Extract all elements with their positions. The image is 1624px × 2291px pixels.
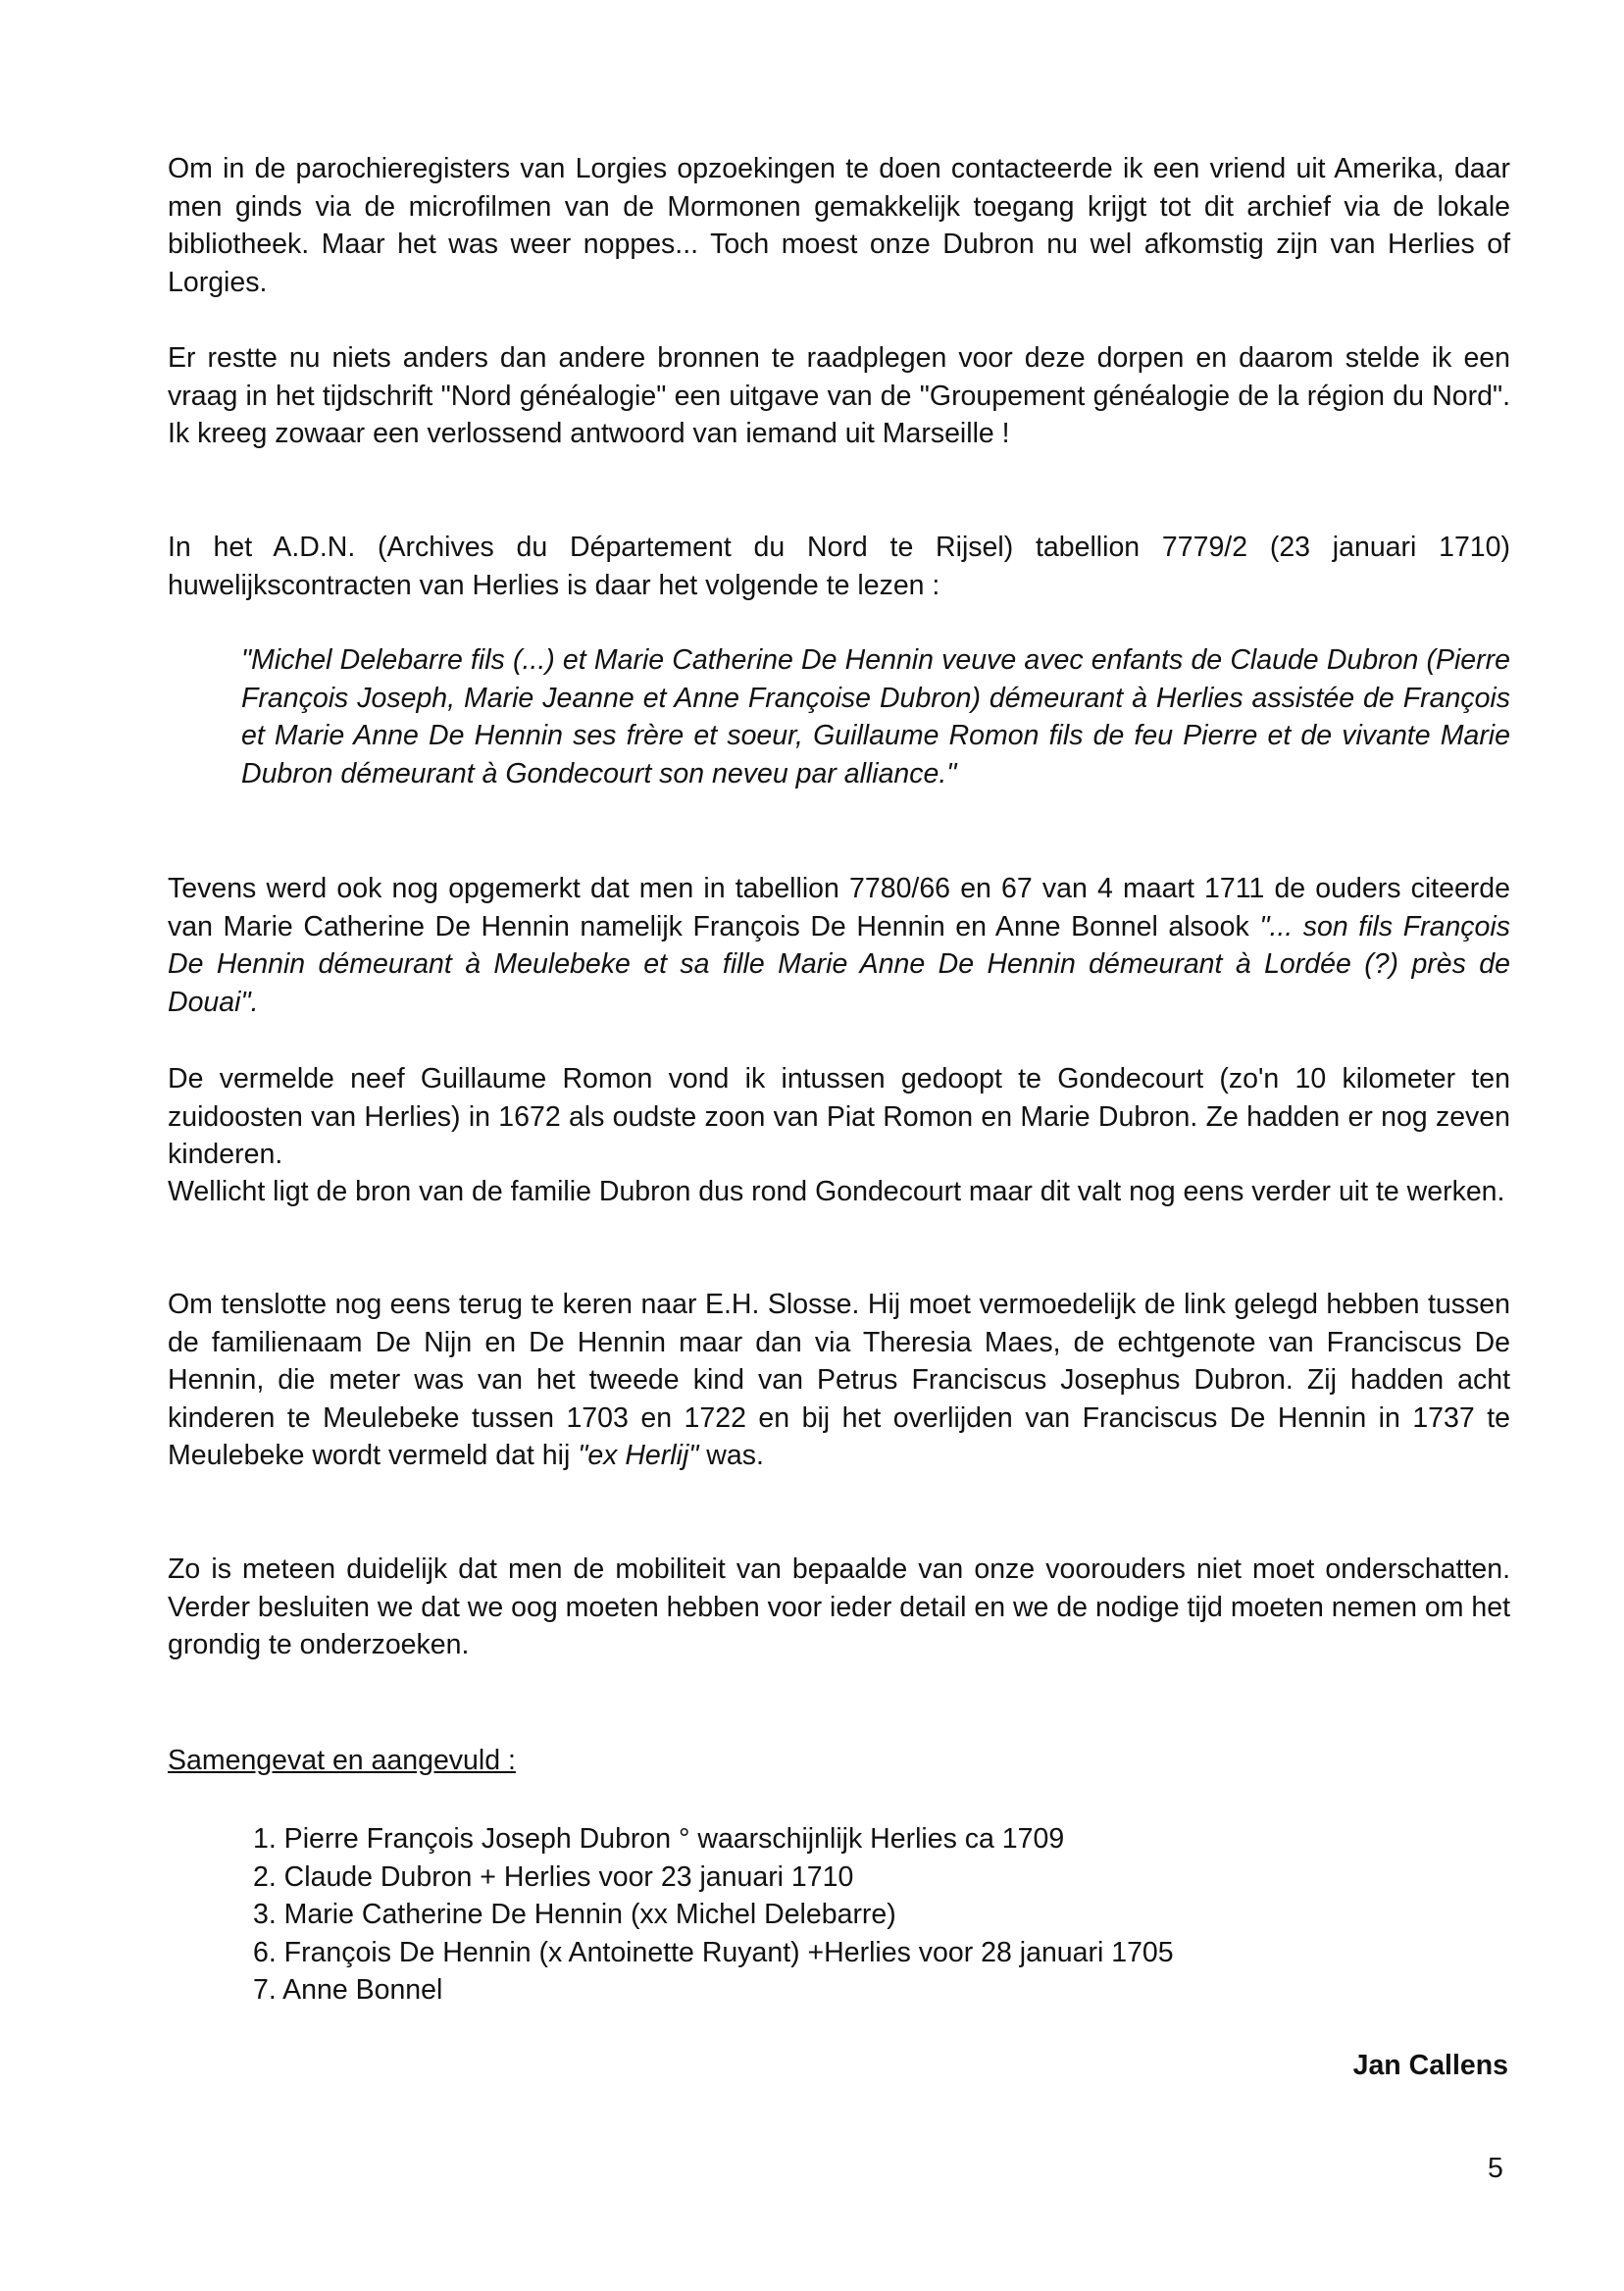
quote-marriage-contract: "Michel Delebarre fils (...) et Marie Catherine De Hennin veuve avec enfants de Claude Dubron (Pierre François Joseph, Marie Jeanne et Anne Françoise Dubron) démeurant à Herlies assistée de François et Marie Anne De Hennin ses frère et soeur, Guillaume Romon fils de feu Pierre et de vivante Marie Dubron démeurant à Gondecourt son neveu par alliance." [241, 644, 1510, 789]
paragraph-adn-tabellion: In het A.D.N. (Archives du Département du Nord te Rijsel) tabellion 7779/2 (23 januari 1710) huwelijkscontracten van Herlies is daar het volgende te lezen : [168, 532, 1510, 601]
summary-heading: Samengevat en aangevuld : [168, 1745, 516, 1776]
list-item: 7. Anne Bonnel [253, 1974, 443, 2006]
list-item: 2. Claude Dubron + Herlies voor 23 januari 1710 [253, 1860, 854, 1893]
paragraph-slosse-end: was. [698, 1440, 764, 1471]
paragraph-slosse-text: Om tenslotte nog eens terug te keren naar E.H. Slosse. Hij moet vermoedelijk de link gelegd hebben tussen de familienaam De Nijn en De Hennin maar dan via Theresia Maes, de echtgenote van Franciscus De Hennin, die meter was van het tweede kind van Petrus Franciscus Josephus Dubron. Zij hadden acht kinderen te Meulebeke tussen 1703 en 1722 en bij het overlijden van Franciscus De Hennin in 1737 te Meulebeke wordt vermeld dat hij [168, 1289, 1510, 1471]
paragraph-guillaume-romon: De vermelde neef Guillaume Romon vond ik intussen gedoopt te Gondecourt (zo'n 10 kilometer ten zuidoosten van Herlies) in 1672 als oudste zoon van Piat Romon en Marie Dubron. Ze hadden er nog zeven kinderen. [168, 1063, 1510, 1170]
paragraph-gondecourt-source: Wellicht ligt de bron van de familie Dubron dus rond Gondecourt maar dit valt nog eens verder uit te werken. [168, 1176, 1505, 1207]
list-item: 3. Marie Catherine De Hennin (xx Michel Delebarre) [253, 1899, 896, 1930]
paragraph-tabellion-text: Tevens werd ook nog opgemerkt dat men in tabellion 7780/66 en 67 van 4 maart 1711 de ouders citeerde van Marie Catherine De Hennin namelijk François De Hennin en Anne Bonnel alsook [168, 873, 1510, 942]
list-item: 1. Pierre François Joseph Dubron ° waarschijnlijk Herlies ca 1709 [253, 1823, 1065, 1855]
list-item: 6. François De Hennin (x Antoinette Ruyant) +Herlies voor 28 januari 1705 [253, 1936, 1174, 1968]
paragraph-nord-genealogie: Er restte nu niets anders dan andere bronnen te raadplegen voor deze dorpen en daarom stelde ik een vraag in het tijdschrift "Nord généalogie" een uitgave van de "Groupement généalogie de la région du Nord". Ik kreeg zowaar een verlossend antwoord van iemand uit Marseille ! [168, 342, 1510, 449]
paragraph-slosse [168, 1286, 1510, 1475]
paragraph-tabellion-7780 [168, 870, 1510, 1021]
summary-list [253, 1820, 1508, 2010]
paragraph-lorgies-registers: Om in de parochieregisters van Lorgies opzoekingen te doen contacteerde ik een vriend uit Amerika, daar men ginds via de microfilmen van de Mormonen gemakkelijk toegang krijgt tot dit archief via de lokale bibliotheek. Maar het was weer noppes... Toch moest onze Dubron nu wel afkomstig zijn van Herlies of Lorgies. [168, 153, 1510, 298]
author-signature: Jan Callens [1352, 2050, 1508, 2081]
paragraph-slosse-ex-herlij: "ex Herlij" [578, 1440, 699, 1471]
page-number: 5 [1488, 2153, 1503, 2184]
paragraph-tabellion-quote: "... son fils François De Hennin démeurant à Meulebeke et sa fille Marie Anne De Hennin démeurant à Lordée (?) près de Douai". [168, 910, 1510, 1018]
paragraph-conclusion: Zo is meteen duidelijk dat men de mobiliteit van bepaalde van onze voorouders niet moet onderschatten. Verder besluiten we dat we oog moeten hebben voor ieder detail en we de nodige tijd moeten nemen om het grondig te onderzoeken. [168, 1553, 1510, 1660]
